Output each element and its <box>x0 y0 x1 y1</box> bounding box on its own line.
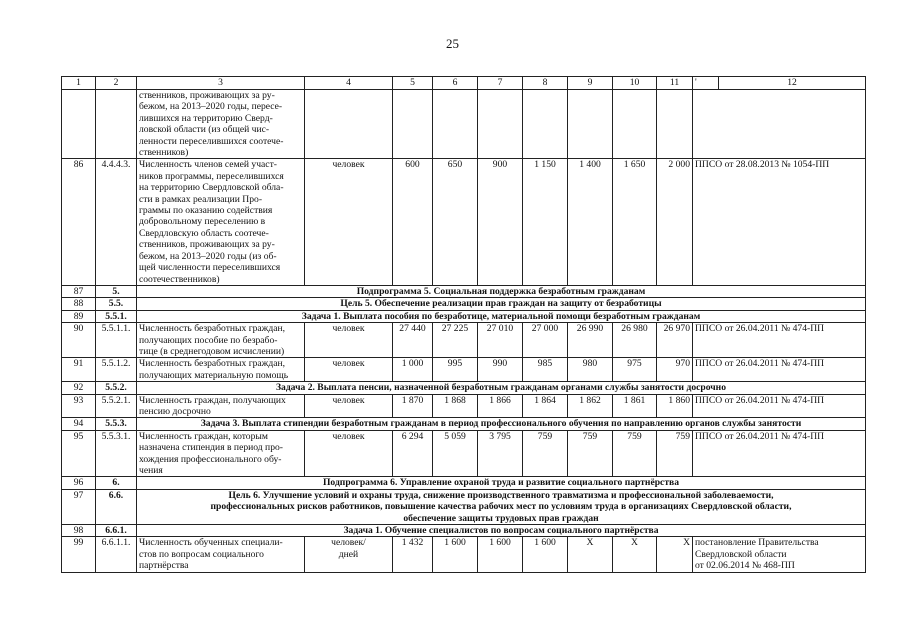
table-row <box>62 323 866 358</box>
value-2: 27 225 <box>433 323 478 358</box>
value-5: Х <box>568 537 613 572</box>
indicator-name: Численность безработных граждан, получающих материальную помощь <box>137 358 305 382</box>
unit-of-measure: человек <box>305 323 393 358</box>
source-document: постановление Правительства Свердловской области от 02.06.2014 № 468-ПП <box>693 537 866 572</box>
value-5 <box>568 90 613 159</box>
section-row <box>62 477 866 489</box>
section-title: Подпрограмма 5. Социальная поддержка безработным гражданам <box>137 285 866 297</box>
value-7: Х <box>657 537 693 572</box>
row-code: 5. <box>96 285 137 297</box>
column-header-7: 7 <box>478 77 523 90</box>
section-row <box>62 418 866 430</box>
row-number: 94 <box>62 418 96 430</box>
column-header-2: 2 <box>96 77 137 90</box>
value-7: 26 970 <box>657 323 693 358</box>
column-header-8: 8 <box>523 77 568 90</box>
value-3: 1 600 <box>478 537 523 572</box>
section-title: Подпрограмма 6. Управление охраной труда и развитие социального партнёрства <box>137 477 866 489</box>
indicator-name: Численность членов семей участ- ников программы, переселившихся на территорию Свердловской обла- сти в рамках реализации Про- граммы по оказанию содействия добровольному переселению в Свердловскую область соотече- ственников, проживающих за ру- бежом, на 2013–2020 годы (из об- щей численности переселившихся соотечественников) <box>137 159 305 285</box>
section-title: Задача 3. Выплата стипендии безработным гражданам в период профессионального обучения по направлению органов службы занятости <box>137 418 866 430</box>
indicator-name: ственников, проживающих за ру- бежом, на 2013–2020 годы, пересе- лившихся на территорию Сверд- ловской области (из общей чис- ленности переселившихся соотече- ственников) <box>137 90 305 159</box>
row-code: 4.4.4.3. <box>96 159 137 285</box>
row-number: 97 <box>62 489 96 524</box>
row-number: 89 <box>62 310 96 322</box>
row-code: 5.5.2.1. <box>96 394 137 418</box>
section-title: Задача 2. Выплата пенсии, назначенной безработным гражданам органами службы занятости досрочно <box>137 382 866 394</box>
value-4: 1 600 <box>523 537 568 572</box>
value-7: 970 <box>657 358 693 382</box>
row-number: 93 <box>62 394 96 418</box>
value-6 <box>613 90 657 159</box>
source-document: ППСО от 26.04.2011 № 474-ПП <box>693 430 866 477</box>
column-header-12: ' <box>693 77 719 90</box>
value-2: 995 <box>433 358 478 382</box>
row-number: 91 <box>62 358 96 382</box>
unit-of-measure: человек <box>305 394 393 418</box>
value-3: 990 <box>478 358 523 382</box>
value-2 <box>433 90 478 159</box>
row-code: 5.5.1.1. <box>96 323 137 358</box>
page-number: 25 <box>446 36 459 51</box>
indicators-table <box>61 76 866 573</box>
column-header-3: 3 <box>137 77 305 90</box>
indicator-name: Численность граждан, получающих пенсию досрочно <box>137 394 305 418</box>
section-row <box>62 310 866 322</box>
value-5: 980 <box>568 358 613 382</box>
value-6: 1 650 <box>613 159 657 285</box>
row-code: 6.6. <box>96 489 137 524</box>
value-5: 759 <box>568 430 613 477</box>
unit-of-measure: человек/ дней <box>305 537 393 572</box>
unit-of-measure: человек <box>305 430 393 477</box>
row-number: 92 <box>62 382 96 394</box>
source-document: ППСО от 28.08.2013 № 1054-ПП <box>693 159 866 285</box>
value-3: 27 010 <box>478 323 523 358</box>
value-4: 759 <box>523 430 568 477</box>
source-document: ППСО от 26.04.2011 № 474-ПП <box>693 358 866 382</box>
value-1: 27 440 <box>393 323 433 358</box>
table-row <box>62 358 866 382</box>
row-code: 5.5.3. <box>96 418 137 430</box>
table-row <box>62 90 866 159</box>
row-code: 5.5.1. <box>96 310 137 322</box>
section-title: Задача 1. Выплата пособия по безработице, материальной помощи безработным гражданам <box>137 310 866 322</box>
row-code: 5.5. <box>96 298 137 310</box>
unit-of-measure <box>305 90 393 159</box>
section-row <box>62 382 866 394</box>
table-row <box>62 394 866 418</box>
indicator-name: Численность безработных граждан, получающих пособие по безрабо- тице (в среднегодовом исчислении) <box>137 323 305 358</box>
section-row <box>62 298 866 310</box>
section-row <box>62 525 866 537</box>
value-6: 26 980 <box>613 323 657 358</box>
unit-of-measure: человек <box>305 159 393 285</box>
row-number: 96 <box>62 477 96 489</box>
section-title: Задача 1. Обучение специалистов по вопросам социального партнёрства <box>137 525 866 537</box>
value-4: 27 000 <box>523 323 568 358</box>
value-6: 759 <box>613 430 657 477</box>
table-row <box>62 430 866 477</box>
row-code: 5.5.3.1. <box>96 430 137 477</box>
unit-of-measure: человек <box>305 358 393 382</box>
value-7: 2 000 <box>657 159 693 285</box>
row-code: 6.6.1.1. <box>96 537 137 572</box>
value-4: 985 <box>523 358 568 382</box>
value-7: 1 860 <box>657 394 693 418</box>
column-header-10: 10 <box>613 77 657 90</box>
row-number: 86 <box>62 159 96 285</box>
table-row <box>62 537 866 572</box>
section-row <box>62 489 866 524</box>
section-row <box>62 285 866 297</box>
value-1: 1 870 <box>393 394 433 418</box>
value-2: 650 <box>433 159 478 285</box>
row-number: 90 <box>62 323 96 358</box>
value-1 <box>393 90 433 159</box>
value-5: 1 400 <box>568 159 613 285</box>
value-2: 1 868 <box>433 394 478 418</box>
column-header-1: 1 <box>62 77 96 90</box>
row-number: 98 <box>62 525 96 537</box>
row-number <box>62 90 96 159</box>
row-code: 6.6.1. <box>96 525 137 537</box>
value-4 <box>523 90 568 159</box>
section-title: Цель 6. Улучшение условий и охраны труда, снижение производственного травматизма и профессиональной заболеваемости, профессиональных рисков работников, повышение качества рабочих мест по условиям труда в организациях Свердловской области, обеспечение защиты трудовых прав граждан <box>137 489 866 524</box>
row-code: 6. <box>96 477 137 489</box>
row-code: 5.5.2. <box>96 382 137 394</box>
indicator-name: Численность граждан, которым назначена стипендия в период про- хождения профессионального обу- чения <box>137 430 305 477</box>
value-3: 900 <box>478 159 523 285</box>
column-header-11: 11 <box>657 77 693 90</box>
value-1: 600 <box>393 159 433 285</box>
source-document: ППСО от 26.04.2011 № 474-ПП <box>693 323 866 358</box>
value-6: 975 <box>613 358 657 382</box>
value-6: 1 861 <box>613 394 657 418</box>
value-1: 6 294 <box>393 430 433 477</box>
column-header-5: 5 <box>393 77 433 90</box>
column-header-13: 12 <box>719 77 866 90</box>
value-4: 1 864 <box>523 394 568 418</box>
row-number: 88 <box>62 298 96 310</box>
section-title: Цель 5. Обеспечение реализации прав граждан на защиту от безработицы <box>137 298 866 310</box>
value-7 <box>657 90 693 159</box>
row-number: 95 <box>62 430 96 477</box>
value-7: 759 <box>657 430 693 477</box>
column-header-6: 6 <box>433 77 478 90</box>
value-1: 1 000 <box>393 358 433 382</box>
row-number: 87 <box>62 285 96 297</box>
row-number: 99 <box>62 537 96 572</box>
value-5: 1 862 <box>568 394 613 418</box>
table-row <box>62 159 866 285</box>
value-3: 1 866 <box>478 394 523 418</box>
column-header-4: 4 <box>305 77 393 90</box>
column-header-9: 9 <box>568 77 613 90</box>
indicator-name: Численность обученных специали- стов по вопросам социального партнёрства <box>137 537 305 572</box>
row-code: 5.5.1.2. <box>96 358 137 382</box>
value-4: 1 150 <box>523 159 568 285</box>
value-5: 26 990 <box>568 323 613 358</box>
row-code <box>96 90 137 159</box>
source-document: ППСО от 26.04.2011 № 474-ПП <box>693 394 866 418</box>
value-1: 1 432 <box>393 537 433 572</box>
value-2: 5 059 <box>433 430 478 477</box>
value-6: Х <box>613 537 657 572</box>
value-2: 1 600 <box>433 537 478 572</box>
value-3: 3 795 <box>478 430 523 477</box>
header-row <box>62 77 866 90</box>
value-3 <box>478 90 523 159</box>
source-document <box>693 90 866 159</box>
